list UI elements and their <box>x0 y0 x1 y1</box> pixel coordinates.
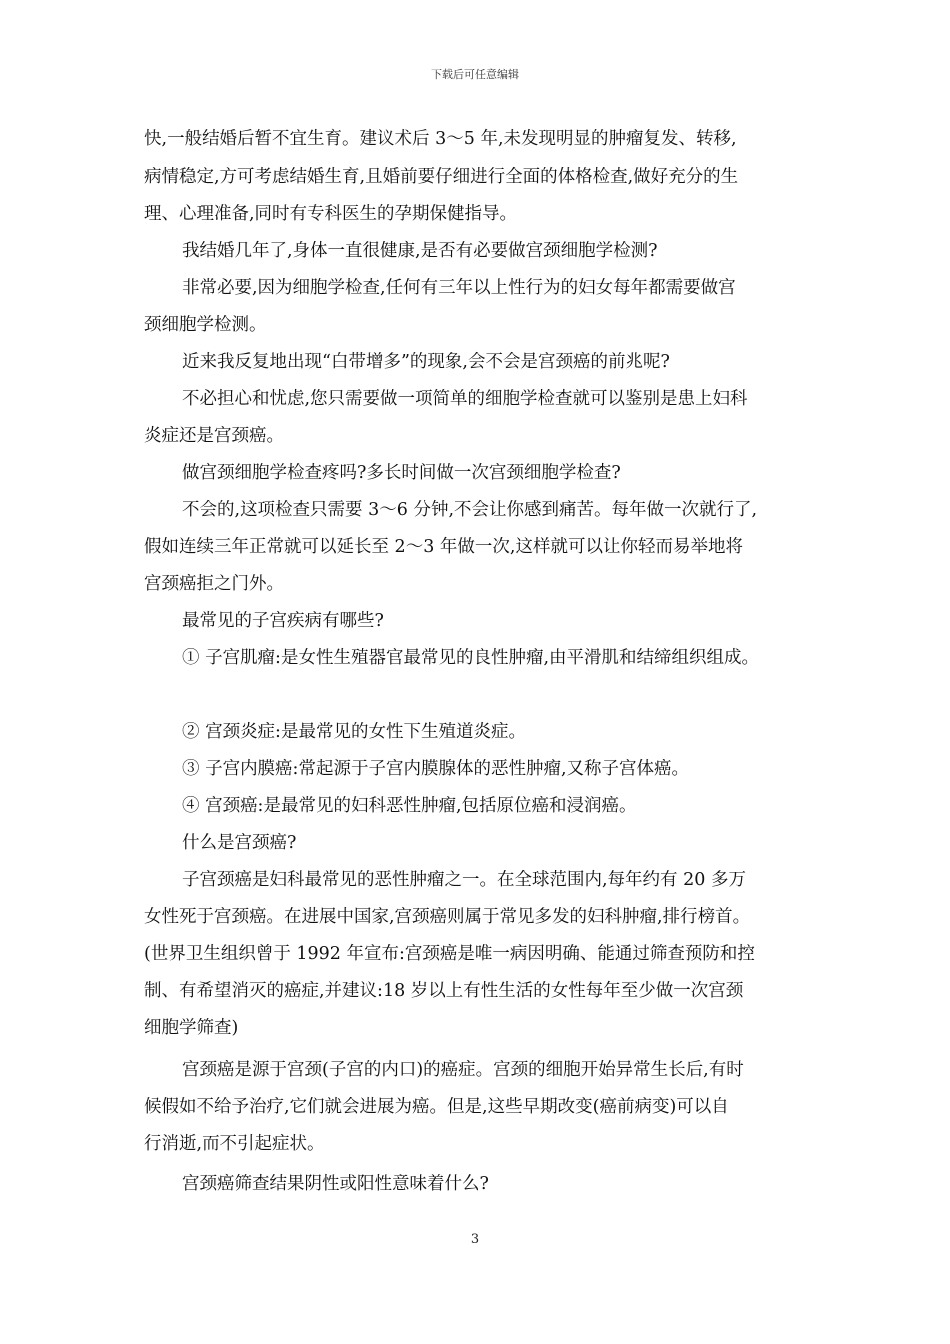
list-item: ④ 宫颈癌:是最常见的妇科恶性肿瘤,包括原位癌和浸润癌。 <box>182 796 637 816</box>
body-line: 宫颈癌拒之门外。 <box>144 574 284 594</box>
body-line: 理、心理准备,同时有专科医生的孕期保健指导。 <box>144 204 518 224</box>
body-line: 细胞学筛查) <box>144 1018 239 1038</box>
list-item: ③ 子宫内膜癌:常起源于子宫内膜腺体的恶性肿瘤,又称子宫体癌。 <box>182 759 690 779</box>
list-item: ① 子宫肌瘤:是女性生殖器官最常见的良性肿瘤,由平滑肌和结缔组织组成。 <box>182 648 760 668</box>
body-line: 假如连续三年正常就可以延长至 2～3 年做一次,这样就可以让你轻而易举地将 <box>144 537 743 557</box>
body-line: 炎症还是宫颈癌。 <box>144 426 284 446</box>
page-number: 3 <box>470 1232 480 1247</box>
question-line: 最常见的子宫疾病有哪些? <box>182 611 384 631</box>
body-line: 制、有希望消灭的癌症,并建议:18 岁以上有性生活的女性每年至少做一次宫颈 <box>144 981 744 1001</box>
body-line: 不必担心和忧虑,您只需要做一项简单的细胞学检查就可以鉴别是患上妇科 <box>182 389 748 409</box>
body-line: 颈细胞学检测。 <box>144 315 267 335</box>
body-line: 子宫颈癌是妇科最常见的恶性肿瘤之一。在全球范围内,每年约有 20 多万 <box>182 870 746 890</box>
body-line: 行消逝,而不引起症状。 <box>144 1134 325 1154</box>
question-line: 我结婚几年了,身体一直很健康,是否有必要做宫颈细胞学检测? <box>182 241 658 261</box>
question-line: 近来我反复地出现“白带增多”的现象,会不会是宫颈癌的前兆呢? <box>182 352 670 372</box>
question-line: 什么是宫颈癌? <box>182 833 297 853</box>
question-line: 做宫颈细胞学检查疼吗?多长时间做一次宫颈细胞学检查? <box>182 463 621 483</box>
body-line: 女性死于宫颈癌。在进展中国家,宫颈癌则属于常见多发的妇科肿瘤,排行榜首。 <box>144 907 751 927</box>
body-line: 宫颈癌是源于宫颈(子宫的内口)的癌症。宫颈的细胞开始异常生长后,有时 <box>182 1060 744 1080</box>
question-line: 宫颈癌筛查结果阴性或阳性意味着什么? <box>182 1174 489 1194</box>
list-item: ② 宫颈炎症:是最常见的女性下生殖道炎症。 <box>182 722 526 742</box>
body-line: 非常必要,因为细胞学检查,任何有三年以上性行为的妇女每年都需要做宫 <box>182 278 736 298</box>
body-line: 不会的,这项检查只需要 3～6 分钟,不会让你感到痛苦。每年做一次就行了, <box>182 500 758 520</box>
body-line: 病情稳定,方可考虑结婚生育,且婚前要仔细进行全面的体格检查,做好充分的生 <box>144 167 739 187</box>
body-line: 候假如不给予治疗,它们就会进展为癌。但是,这些早期改变(癌前病变)可以自 <box>144 1097 729 1117</box>
page-header: 下载后可任意编辑 <box>431 68 519 81</box>
body-line: 快,一般结婚后暂不宜生育。建议术后 3～5 年,未发现明显的肿瘤复发、转移, <box>144 129 737 149</box>
body-line: (世界卫生组织曾于 1992 年宣布:宫颈癌是唯一病因明确、能通过筛查预防和控 <box>144 944 755 964</box>
